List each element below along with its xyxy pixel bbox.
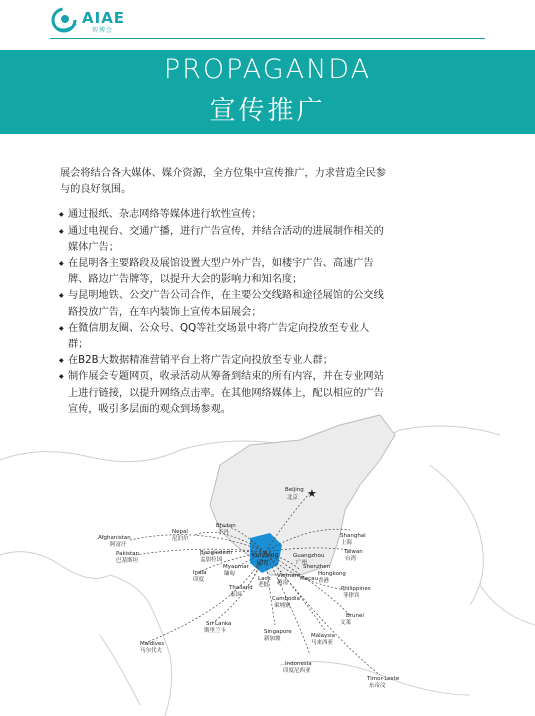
bullet-item: ◆ 通过报纸、杂志网络等媒体进行软性宣传；: [60, 207, 386, 223]
bullet-list: [60, 207, 386, 418]
city-label: India: [193, 570, 207, 576]
bullet-item: ◆ 制作展会专题网页，收录活动从筹备到结束的所有内容，并在专业网站上进行链接，以提升网络点击率。在其他网络媒体上，配以相应的广告宣传，吸引多层面的观众到场参观。: [60, 369, 386, 418]
bullet-item: ◆ 在B2B大数据精准营销平台上将广告定向投放至专业人群；: [60, 353, 386, 369]
svg-text:昆明: 昆明: [256, 560, 269, 567]
city-label: Pakistan: [116, 551, 140, 557]
city-label: Nepal: [172, 529, 188, 535]
city-label-zh: 老挝: [258, 582, 270, 588]
city-label: Taiwan: [344, 549, 363, 555]
logo-subtitle: 智博会: [92, 27, 114, 34]
city-label: Afghanistan: [98, 535, 131, 541]
city-label-zh: 柬埔寨: [274, 603, 291, 609]
city-label-zh: 新加坡: [264, 636, 281, 642]
city-label-zh: 马尔代夫: [140, 648, 163, 654]
city-label-zh: 印度尼西亚: [283, 668, 311, 674]
header-rule: [50, 38, 485, 39]
banner-title-en: PROPAGANDA: [163, 54, 372, 85]
city-label: Shanghai: [340, 533, 366, 539]
banner-title-zh: 宣传推广: [209, 96, 326, 126]
china-region: [210, 415, 395, 575]
city-label-zh: 尼泊尔: [172, 536, 189, 542]
city-label-zh: 马来西亚: [311, 640, 334, 646]
city-label-zh: 东帝汶: [369, 683, 386, 689]
intro-paragraph: 展会将结合各大媒体、媒介资源，全方位集中宣传推广，力求营造全民参与的良好氛围。: [60, 168, 386, 196]
city-label-zh: 上海: [341, 540, 353, 546]
city-label: Vietnam: [277, 573, 300, 579]
bullet-item: ◆ 在微信朋友圈、公众号、QQ等社交场景中将广告定向投放至专业人群；: [60, 321, 386, 353]
city-label-zh: 文莱: [340, 620, 352, 626]
logo-mark-icon: [50, 6, 80, 34]
hub-label: Kunming: [252, 552, 279, 559]
logo-text: AIAE: [82, 9, 126, 27]
city-label-zh: 台湾: [345, 556, 357, 562]
city-label: Laos: [258, 576, 271, 582]
city-label-zh: 越南: [277, 580, 289, 586]
bullet-item: ◆ 通过电视台、交通广播，进行广告宣传，并结合活动的进展制作相关的媒体广告；: [60, 224, 386, 256]
city-label: Hongkong: [318, 571, 346, 577]
city-label: Shenzhen: [303, 564, 331, 570]
city-label: Cambodia: [272, 596, 300, 602]
city-label: Thailand: [229, 585, 253, 591]
city-label: Guangzhou: [293, 553, 325, 559]
city-label-zh: 广州: [296, 560, 308, 566]
city-label: Singapore: [264, 629, 292, 635]
city-label-zh: 阿富汗: [110, 542, 127, 548]
city-label: Macau: [300, 576, 318, 582]
city-label-zh: 香港: [318, 578, 330, 584]
city-label: Philippines: [341, 586, 371, 592]
beijing-star-icon: ★: [307, 487, 317, 500]
city-label: Brunei: [346, 613, 364, 619]
body-text: [60, 166, 386, 418]
bullet-item: ◆ 与昆明地铁、公交广告公司合作，在主要公交线路和途径展馆的公交线路投放广告，在车内装饰上宣传本届展会；: [60, 288, 386, 320]
city-label: Bhutan: [216, 523, 236, 529]
city-label-zh: 斯里兰卡: [204, 628, 227, 634]
city-label: Myanmar: [223, 564, 249, 570]
city-label: Timor-Leste: [367, 676, 400, 682]
bullet-item: ◆ 在昆明各主要路段及展馆设置大型户外广告，如楼宇广告、高速广告牌、路边广告牌等，以提升大会的影响力和知名度；: [60, 256, 386, 288]
city-label: Maldives: [140, 641, 165, 647]
city-label: Beijing: [285, 487, 304, 493]
city-label: Bangladesh: [200, 550, 233, 556]
city-label-zh: 孟加拉国: [200, 557, 223, 563]
city-label-zh: 菲律宾: [343, 593, 360, 599]
city-label: Sri Lanka: [206, 621, 232, 627]
city-label-zh: 印度: [193, 577, 205, 583]
city-label-zh: 巴基斯坦: [116, 558, 139, 564]
city-label-zh: 不丹: [218, 530, 230, 536]
city-label: Indonesia: [285, 661, 312, 667]
section-banner: [0, 50, 535, 134]
city-label-zh: 北京: [287, 495, 299, 501]
logo: [50, 6, 170, 34]
city-label: Malaysia: [311, 633, 336, 639]
city-label-zh: 泰国: [230, 592, 242, 598]
city-label-zh: 缅甸: [224, 571, 236, 577]
asia-map: [0, 405, 535, 716]
